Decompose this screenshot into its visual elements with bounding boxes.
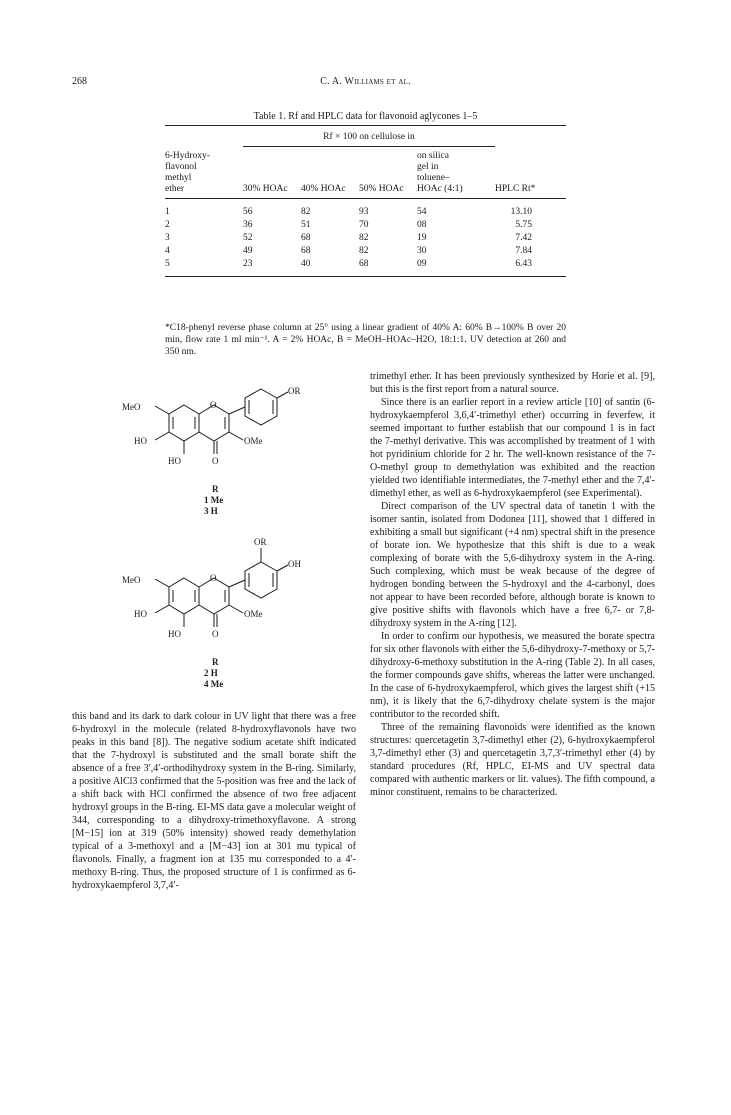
s1-ho5-label: HO [168, 456, 181, 466]
table-cell: 56 [243, 207, 253, 217]
table-cell: 36 [243, 220, 253, 230]
s2-ome-label: OMe [244, 609, 263, 619]
table-cell: 40 [301, 259, 311, 269]
running-head: C. A. Williams et al. [320, 76, 411, 87]
table-cell: 54 [417, 207, 427, 217]
s1-r-header: R [212, 484, 219, 494]
rf-group-header: Rf × 100 on cellulose in [323, 132, 415, 142]
table-cell: 09 [417, 259, 427, 269]
table-cell: 5 [165, 259, 170, 269]
s2-r-header: R [212, 657, 219, 667]
table-cell: 82 [301, 207, 311, 217]
table-row [165, 244, 566, 257]
right-paragraph-5: Three of the remaining flavonoids were identified as the known structures: quercetagetin 3,7-dimethyl ether (2), 6-hydroxykaempferol 3,7-dimethyl ether (3) and quercetagetin 3,7,3′-trimethyl ether (4) by standard procedures (Rf, HPLC, EI-MS and UV spectral data compared with authentic markers or lit. values). The fifth compound, a minor constituent, remains to be characterized. [370, 722, 655, 798]
table-cell: 82 [359, 233, 369, 243]
table-cell: 6.43 [515, 259, 532, 269]
col-compound-3: methyl [165, 173, 192, 183]
col-compound-1: 6-Hydroxy- [165, 151, 210, 161]
table-cell: 3 [165, 233, 170, 243]
s2-ring-o-label: O [210, 573, 217, 583]
right-paragraph-2: Since there is an earlier report in a review article [10] of santin (6-hydroxykaempferol 3,6,4′-trimethyl ether) occurring in feverfew, it seemed important to further establish that our compound 1 is in fact the 7-methyl derivative. This was accomplished by treatment of 1 with hot pyridinium chloride for 2 hr. The well-known resistance of the 7-O-methyl group to demethylation was exhibited and the reaction yielded two identifiable intermediates, the 7-methyl ether and the 7,4′-dimethyl ether, as well as 6-hydroxykaempferol (see Experimental). [370, 397, 655, 499]
table-cell: 08 [417, 220, 427, 230]
col-compound-2: flavonol [165, 162, 197, 172]
left-column [72, 710, 356, 892]
table-cell: 4 [165, 246, 170, 256]
table-row [165, 205, 566, 218]
table-row [165, 231, 566, 244]
table-cell: 13.10 [510, 207, 532, 217]
table-cell: 7.84 [515, 246, 532, 256]
col-compound-4: ether [165, 184, 184, 194]
s2-ho5-label: HO [168, 629, 181, 639]
table-cell: 68 [301, 246, 311, 256]
col-silica-1: on silica [417, 151, 449, 161]
s2-substituent-2: 4 Me [204, 679, 224, 689]
table-footnote: *C18-phenyl reverse phase column at 25° using a linear gradient of 40% A: 60% B→100% B over 20 min, flow rate 1 ml min⁻¹. A = 2% HOAc, B = MeOH–HOAc–H2O, 18:1:1. UV detection at 260 and 350 nm. [165, 323, 566, 357]
table-cell: 1 [165, 207, 170, 217]
right-paragraph-1: trimethyl ether. It has been previously synthesized by Horie et al. [9], but this is the first report from a natural source. [370, 371, 655, 395]
s1-o4-label: O [212, 456, 219, 466]
col-silica-3: toluene– [417, 173, 450, 183]
table-cell: 68 [359, 259, 369, 269]
table-row [165, 257, 566, 270]
table-cell: 82 [359, 246, 369, 256]
table-cell: 19 [417, 233, 427, 243]
s2-meo-label: MeO [122, 575, 141, 585]
col-30-hoac: 30% HOAc [243, 184, 288, 194]
table-cell: 70 [359, 220, 369, 230]
s2-or-label: OR [254, 537, 267, 547]
s2-ho7-label: HO [134, 609, 147, 619]
table-caption: Table 1. Rf and HPLC data for flavonoid aglycones 1–5 [253, 111, 478, 122]
s1-substituent-1: 1 Me [204, 495, 224, 505]
col-40-hoac: 40% HOAc [301, 184, 346, 194]
table-cell: 52 [243, 233, 253, 243]
table-cell: 30 [417, 246, 427, 256]
s1-or-label: OR [288, 386, 301, 396]
rf-hplc-table [165, 125, 566, 277]
s1-meo-label: MeO [122, 402, 141, 412]
col-50-hoac: 50% HOAc [359, 184, 404, 194]
s1-ring-o-label: O [210, 400, 217, 410]
col-hplc: HPLC Rt* [495, 184, 536, 194]
table-cell: 93 [359, 207, 369, 217]
table-cell: 23 [243, 259, 253, 269]
left-paragraph-1: this band and its dark to dark colour in UV light that there was a free 6-hydroxyl in the molecule (related 8-hydroxyflavonols have two peaks in this band [8]). The negative sodium acetate shift indicated that the 7-hydroxyl is substituted and the small borate shift the absence of a free 3′,4′-orthodihydroxy system in the B-ring. Similarly, a positive AlCl3 confirmed that the 5-position was free and the lack of a shift back with HCl confirmed the absence of two free adjacent hydroxyl groups in the B-ring. EI-MS data gave a molecular weight of 344, corresponding to a dihydroxy-trimethoxyflavone. A strong [M−15] ion at 319 (50% intensity) showed ready demethylation typical of a 3-methoxyl and a [M−43] ion at 301 mu typical of flavonols. Finally, a fragment ion at 135 mu corresponded to a 4′-methoxy B-ring. Thus, the proposed structure of 1 is confirmed as 6-hydroxykaempferol 3,7,4′- [72, 711, 356, 891]
col-silica-2: gel in [417, 162, 439, 172]
s1-ho7-label: HO [134, 436, 147, 446]
table-cell: 7.42 [515, 233, 532, 243]
table-cell: 68 [301, 233, 311, 243]
s2-substituent-1: 2 H [204, 668, 218, 678]
table-cell: 2 [165, 220, 170, 230]
table-cell: 5.75 [515, 220, 532, 230]
flavonoid-structures [98, 382, 328, 707]
s1-ome-label: OMe [244, 436, 263, 446]
right-paragraph-3: Direct comparison of the UV spectral data of tanetin 1 with the isomer santin, isolated from Dodonea [11], showed that 1 differed in exhibiting a small but significant (+4 nm) spectral shift in the presence of borate ion. We hypothesize that this shift is due to a weak complexing of borate with the 5,6-dihydroxy system in the A-ring. Such complexing, which must be weak because of the degree of hydrogen bonding between the 5-hydroxyl and the 4-carbonyl, does not appear to have been recorded before, although borate is known to give positive shifts with flavonols which have a free 6,7- or 7,8-dihydroxy system in the A-ring [12]. [370, 501, 655, 629]
right-paragraph-4: In order to confirm our hypothesis, we measured the borate spectra for six other flavonols with either the 5,6-dihydroxy-7-methoxy or 5,7-dihydroxy-6-methoxy substitution in the A-ring (Table 2). In all cases, the former compounds gave shifts, whereas the latter were unchanged. In the case of 6-hydroxykaempferol, which gives the largest shift (+15 nm), it is likely that the 6,7-dihydroxy chelate system is the major contributor to the recorded shift. [370, 631, 655, 720]
table-row [165, 218, 566, 231]
col-silica-4: HOAc (4:1) [417, 184, 463, 194]
table-cell: 51 [301, 220, 311, 230]
s1-substituent-2: 3 H [204, 506, 218, 516]
s2-oh-label: OH [288, 559, 301, 569]
table-cell: 49 [243, 246, 253, 256]
page-number: 268 [72, 76, 87, 87]
right-column [370, 370, 655, 799]
s2-o4-label: O [212, 629, 219, 639]
